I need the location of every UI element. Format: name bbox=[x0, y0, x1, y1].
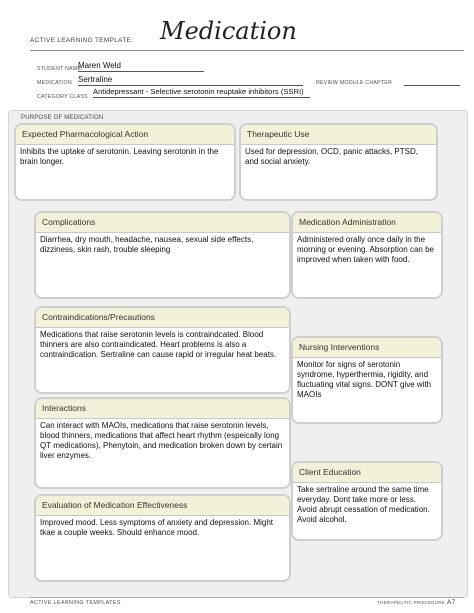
purpose-label: PURPOSE OF MEDICATION bbox=[21, 115, 104, 121]
expected-action-title: Expected Pharmacological Action bbox=[16, 125, 234, 145]
footer-page: A7 bbox=[447, 599, 456, 606]
medication-field[interactable]: Sertraline bbox=[78, 75, 303, 86]
therapeutic-use-text[interactable]: Used for depression, OCD, panic attacks, PTSD, and social anxiety. bbox=[245, 147, 418, 166]
nursing-text[interactable]: Monitor for signs of serotonin syndrome, hyperthermia, rigidity, and fluctuating vital signs. DONT give with MAOIs bbox=[297, 360, 432, 399]
footer-left: ACTIVE LEARNING TEMPLATES bbox=[30, 600, 121, 606]
interactions-title: Interactions bbox=[36, 399, 289, 419]
evaluation-title: Evaluation of Medication Effectiveness bbox=[36, 496, 289, 516]
administration-title: Medication Administration bbox=[293, 213, 441, 233]
category-class-field[interactable]: Antidepressant - Selective serotonin reuptake inhibitors (SSRI) bbox=[93, 87, 310, 98]
student-name-label: STUDENT NAME bbox=[37, 66, 82, 72]
contraindications-box bbox=[34, 306, 291, 394]
therapeutic-use-box bbox=[239, 123, 438, 201]
evaluation-text[interactable]: Improved mood. Less symptoms of anxiety and depression. Might tkae a couple weeks. Should enhance mood. bbox=[40, 518, 273, 537]
administration-text[interactable]: Administered orally once daily in the morning or evening. Absorption can be improved when taken with food. bbox=[297, 235, 434, 264]
review-module-label: REVIEW MODULE CHAPTER bbox=[316, 80, 393, 86]
complications-title: Complications bbox=[36, 213, 289, 233]
footer-right: THERAPEUTIC PROCEDURE bbox=[377, 600, 446, 605]
category-class-label: CATEGORY CLASS bbox=[37, 94, 88, 100]
template-label: ACTIVE LEARNING TEMPLATE: bbox=[30, 37, 134, 44]
footer-rule bbox=[30, 597, 464, 598]
education-title: Client Education bbox=[293, 463, 441, 483]
contraindications-title: Contraindications/Precautions bbox=[36, 308, 289, 328]
evaluation-box bbox=[34, 494, 291, 582]
expected-action-box bbox=[14, 123, 236, 201]
complications-box bbox=[34, 211, 291, 299]
nursing-box bbox=[291, 336, 443, 424]
education-box bbox=[291, 461, 443, 541]
page-title: Medication bbox=[160, 17, 297, 45]
complications-text[interactable]: Diarrhea, dry mouth, headache, nausea, sexual side effects, dizziness, skin rash, trouble sleeping bbox=[40, 235, 254, 254]
education-text[interactable]: Take sertraline around the same time everyday. Dont take more or less. Avoid abrupt cessation of medication. Avoid alcohol. bbox=[297, 485, 430, 524]
header-rule bbox=[30, 50, 464, 51]
student-name-field[interactable]: Maren Weld bbox=[78, 61, 204, 72]
expected-action-text[interactable]: Inhibits the uptake of serotonin. Leaving serotonin in the brain longer. bbox=[20, 147, 219, 166]
contraindications-text[interactable]: Medications that raise serotonin levels is contraindcated. Blood thinners are also contraindicated. Heart problems is also a contraindication. Sertraline can cause rapid or irregular heat beats. bbox=[40, 330, 277, 359]
review-module-field[interactable] bbox=[404, 75, 460, 86]
medication-label: MEDICATION bbox=[37, 80, 72, 86]
therapeutic-use-title: Therapeutic Use bbox=[241, 125, 436, 145]
nursing-title: Nursing Interventions bbox=[293, 338, 441, 358]
administration-box bbox=[291, 211, 443, 299]
interactions-text[interactable]: Can interact with MAOIs, medications that raise serotonin levels, blood thinners, medications that affect heart rhythm (espeically long QT medications), Phenytoin, and medication broken down by certain liver enzymes. bbox=[40, 421, 283, 460]
interactions-box bbox=[34, 397, 291, 489]
